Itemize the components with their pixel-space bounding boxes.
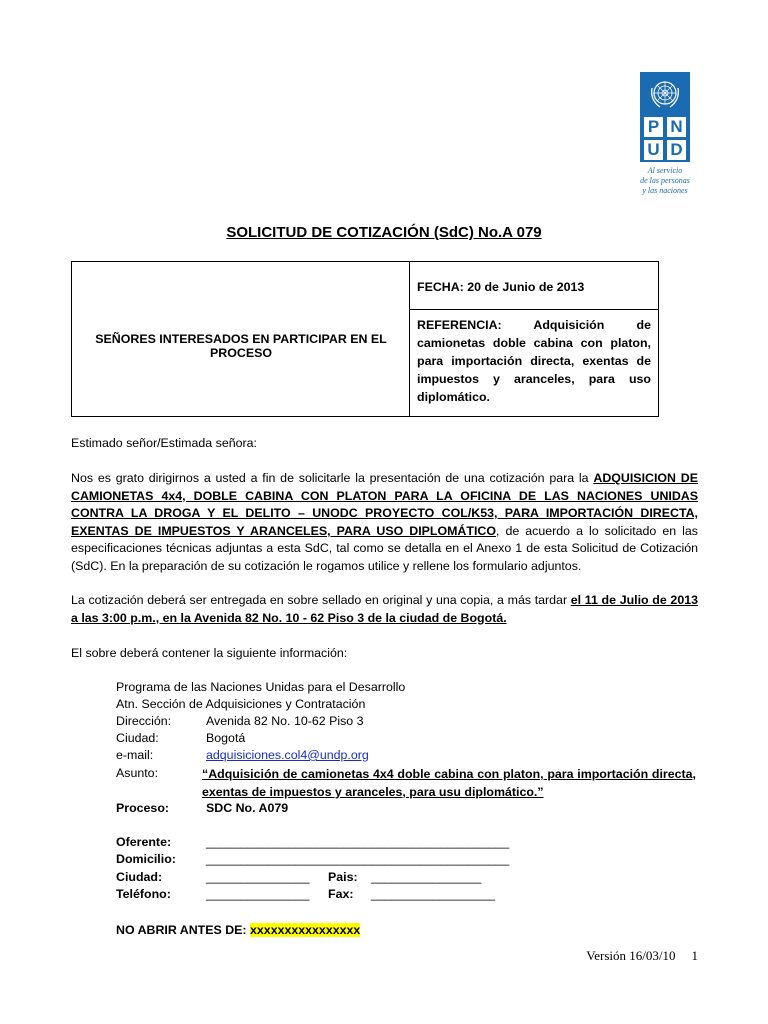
logo-letter-p: P (644, 117, 663, 137)
recipient-cell (72, 262, 410, 416)
pnud-logo (640, 72, 690, 195)
domicilio-label: Domicilio: (116, 852, 176, 866)
recipient-text: SEÑORES INTERESADOS EN PARTICIPAR EN EL PROCESO (95, 332, 387, 360)
oferente-field[interactable]: ____________________________________________ (206, 835, 510, 849)
fax-field[interactable]: __________________ (371, 887, 496, 901)
request-paragraph (71, 470, 698, 576)
logo-letter-n: N (667, 117, 686, 137)
envelope-block (116, 680, 706, 820)
no-abrir-line (116, 923, 360, 937)
logo-letter-u: U (644, 140, 663, 160)
logo-tagline (634, 166, 696, 196)
ciudad-label: Ciudad: (116, 731, 159, 745)
request-intro: Nos es grato dirigirnos a usted a fin de solicitarle la presentación de una cotización para la (71, 471, 594, 485)
un-emblem-icon (648, 78, 682, 112)
date-cell (410, 262, 658, 310)
envelope-intro: El sobre deberá contener la siguiente información: (71, 646, 348, 660)
date-text: FECHA: 20 de Junio de 2013 (417, 280, 585, 294)
version-text: Versión 16/03/10 (586, 948, 676, 963)
reference-cell: REFERENCIA: Adquisición de camionetas doble cabina con platon, para importación directa, exentas de impuestos y aranceles, para uso diplomático. (417, 318, 651, 404)
proceso-label: Proceso: (116, 801, 170, 815)
logo-letter-d: D (667, 140, 686, 160)
logo-box (640, 72, 690, 162)
delivery-emphasis: el 11 de Julio de 2013 a las 3:00 p.m., en la Avenida 82 No. 10 - 62 Piso 3 de la ciudad de Bogotá. (71, 593, 699, 625)
envelope-line-2: Atn. Sección de Adquisiciones y Contratación (116, 697, 366, 711)
no-abrir-date: xxxxxxxxxxxxxxxx (250, 923, 361, 937)
telefono-label: Teléfono: (116, 887, 171, 901)
form-ciudad-label: Ciudad: (116, 870, 163, 884)
request-rest: , de acuerdo a lo solicitado en las especificaciones técnicas adjuntas a esta SdC, tal como se detalla en el Anexo 1 de esta Solicitud de Cotización (SdC). En la preparación de su cotización le rogamos utilice y rellene los formulario adjuntos. (71, 523, 698, 573)
oferente-label: Oferente: (116, 835, 172, 849)
form-block (116, 835, 706, 910)
ciudad-value: Bogotá (206, 731, 246, 745)
info-table (71, 261, 659, 417)
direccion-label: Dirección: (116, 714, 172, 728)
form-ciudad-field[interactable]: _______________ (206, 870, 310, 884)
domicilio-field[interactable]: ____________________________________________ (206, 852, 510, 866)
pais-field[interactable]: ________________ (371, 870, 482, 884)
delivery-paragraph (71, 592, 698, 627)
footer (586, 948, 698, 964)
page-title: SOLICITUD DE COTIZACIÓN (SdC) No.A 079 (226, 224, 542, 241)
direccion-value: Avenida 82 No. 10-62 Piso 3 (206, 714, 364, 728)
no-abrir-label: NO ABRIR ANTES DE: (116, 923, 251, 937)
request-emphasis: ADQUISICION DE CAMIONETAS 4x4, DOBLE CABINA CON PLATON PARA LA OFICINA DE LAS NACIONES UNIDAS CONTRA LA DROGA Y EL DELITO – UNODC PROYECTO COL/K53, PARA IMPORTACIÓN DIRECTA, EXENTAS DE IMPUESTOS Y ARANCELES, PARA USO DIPLOMÁTICO (71, 471, 698, 538)
envelope-line-1: Programa de las Naciones Unidas para el Desarrollo (116, 680, 406, 694)
pais-label: Pais: (328, 870, 358, 884)
tagline-line: Al servicio (647, 166, 683, 175)
delivery-intro: La cotización deberá ser entregada en sobre sellado en original y una copia, a más tardar (71, 593, 571, 607)
page-number: 1 (691, 948, 698, 963)
asunto-value: “Adquisición de camionetas 4x4 doble cabina con platon, para importación directa, exentas de impuestos y aranceles, para usu diplomático.” (202, 767, 696, 799)
fax-label: Fax: (328, 887, 354, 901)
tagline-line: y las naciones (642, 186, 688, 195)
proceso-value: SDC No. A079 (206, 801, 289, 815)
asunto-label: Asunto: (116, 766, 159, 780)
email-link[interactable]: adquisiciones.col4@undp.org (206, 748, 369, 762)
telefono-field[interactable]: _______________ (206, 887, 310, 901)
tagline-line: de las personas (640, 176, 690, 185)
email-label: e-mail: (116, 748, 154, 762)
greeting: Estimado señor/Estimada señora: (71, 436, 257, 450)
